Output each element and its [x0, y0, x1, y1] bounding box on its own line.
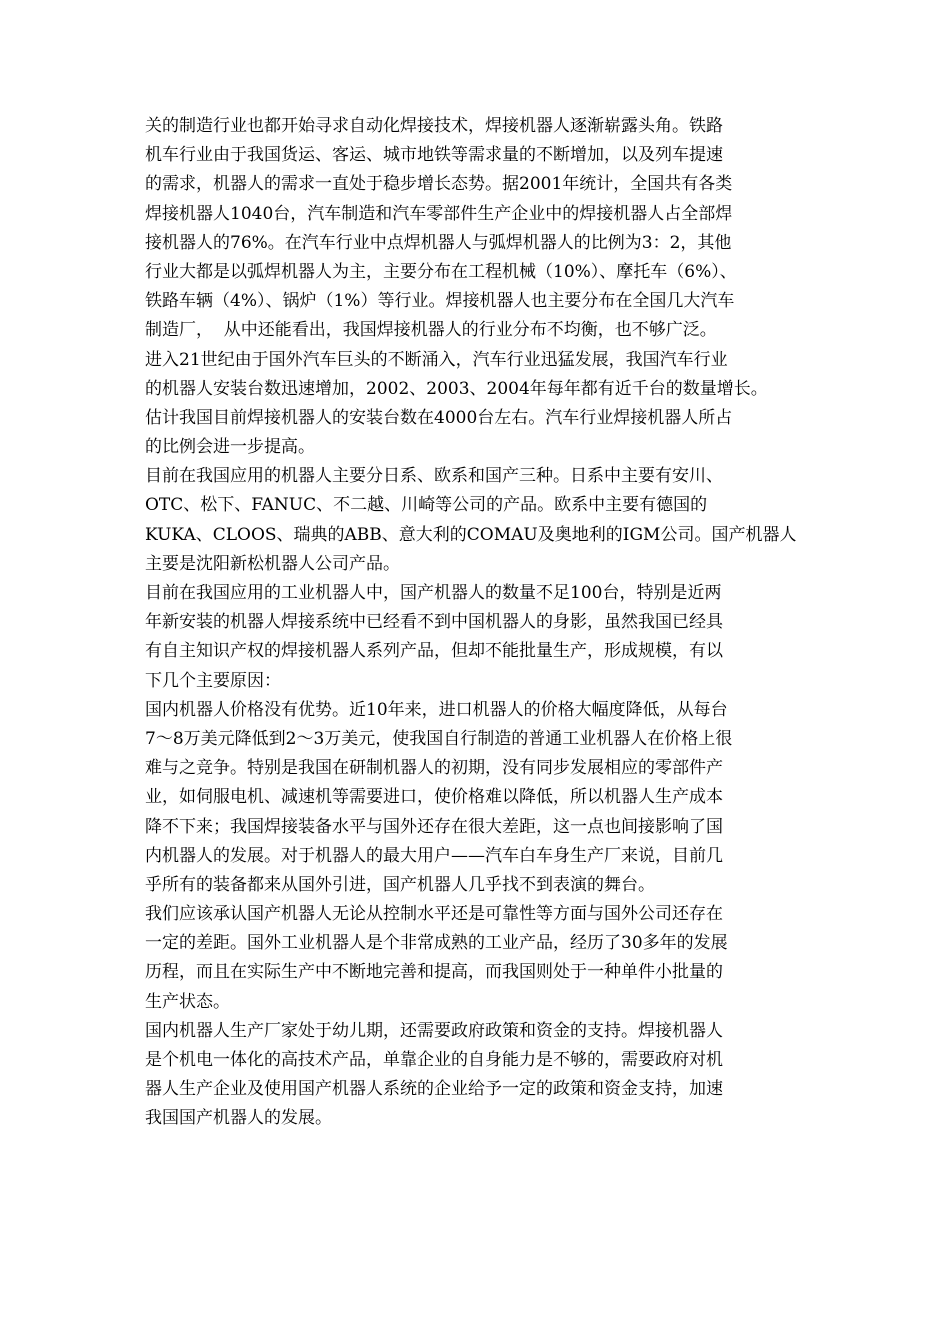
text-line: 目前在我国应用的机器人主要分日系、欧系和国产三种。日系中主要有安川、 — [145, 466, 723, 487]
text-line: 行业大都是以弧焊机器人为主，主要分布在工程机械（10%）、摩托车（6%）、 — [145, 261, 737, 282]
text-line: 主要是沈阳新松机器人公司产品。 — [145, 553, 400, 574]
text-line: 我们应该承认国产机器人无论从控制水平还是可靠性等方面与国外公司还存在 — [145, 904, 723, 925]
text-line: 我国国产机器人的发展。 — [145, 1108, 332, 1129]
text-line: 生产状态。 — [145, 991, 230, 1012]
text-line: 年新安装的机器人焊接系统中已经看不到中国机器人的身影，虽然我国已经具 — [145, 612, 723, 633]
text-line: 历程，而且在实际生产中不断地完善和提高，而我国则处于一种单件小批量的 — [145, 962, 723, 983]
text-line: OTC、松下、FANUC、不二越、川崎等公司的产品。欧系中主要有德国的 — [145, 495, 708, 516]
text-line: 的比例会进一步提高。 — [145, 437, 315, 458]
text-line: 制造厂， 从中还能看出，我国焊接机器人的行业分布不均衡，也不够广泛。 — [145, 320, 717, 341]
text-line: 7～8万美元降低到2～3万美元，使我国自行制造的普通工业机器人在价格上很 — [145, 728, 733, 749]
text-line: 乎所有的装备都来从国外引进，国产机器人几乎找不到表演的舞台。 — [145, 874, 655, 895]
text-line: KUKA、CLOOS、瑞典的ABB、意大利的COMAU及奥地利的IGM公司。国产机器人 — [145, 524, 797, 545]
text-line: 目前在我国应用的工业机器人中，国产机器人的数量不足100台，特别是近两 — [145, 583, 722, 603]
text-line: 内机器人的发展。对于机器人的最大用户——汽车白车身生产厂来说，目前几 — [145, 845, 723, 866]
text-line: 降不下来；我国焊接装备水平与国外还存在很大差距，这一点也间接影响了国 — [145, 816, 723, 837]
text-line: 铁路车辆（4%）、锅炉（1%）等行业。焊接机器人也主要分布在全国几大汽车 — [145, 291, 735, 312]
text-line: 器人生产企业及使用国产机器人系统的企业给予一定的政策和资金支持，加速 — [145, 1079, 723, 1100]
text-line: 焊接机器人1040台，汽车制造和汽车零部件生产企业中的焊接机器人占全部焊 — [145, 203, 733, 224]
text-line: 关的制造行业也都开始寻求自动化焊接技术，焊接机器人逐渐崭露头角。铁路 — [145, 116, 723, 136]
text-line: 接机器人的76%。在汽车行业中点焊机器人与弧焊机器人的比例为3：2，其他 — [145, 232, 732, 253]
text-line: 进入21世纪由于国外汽车巨头的不断涌入，汽车行业迅猛发展，我国汽车行业 — [145, 349, 728, 370]
text-line: 是个机电一体化的高技术产品，单靠企业的自身能力是不够的，需要政府对机 — [145, 1050, 723, 1070]
document-body — [145, 112, 805, 1134]
text-line: 难与之竞争。特别是我国在研制机器人的初期，没有同步发展相应的零部件产 — [145, 758, 723, 779]
text-line: 机车行业由于我国货运、客运、城市地铁等需求量的不断增加，以及列车提速 — [145, 145, 723, 166]
text-line: 一定的差距。国外工业机器人是个非常成熟的工业产品，经历了30多年的发展 — [145, 933, 728, 954]
text-line: 国内机器人价格没有优势。近10年来，进口机器人的价格大幅度降低，从每台 — [145, 699, 728, 720]
text-line: 估计我国目前焊接机器人的安装台数在4000台左右。汽车行业焊接机器人所占 — [145, 407, 733, 428]
text-line: 的需求，机器人的需求一直处于稳步增长态势。据2001年统计，全国共有各类 — [145, 174, 733, 195]
text-line: 国内机器人生产厂家处于幼儿期，还需要政府政策和资金的支持。焊接机器人 — [145, 1020, 723, 1041]
text-line: 下几个主要原因： — [145, 670, 281, 691]
text-line: 的机器人安装台数迅速增加，2002、2003、2004年每年都有近千台的数量增长。 — [145, 378, 768, 399]
text-line: 有自主知识产权的焊接机器人系列产品，但却不能批量生产，形成规模，有以 — [145, 641, 723, 662]
text-line: 业，如伺服电机、减速机等需要进口，使价格难以降低，所以机器人生产成本 — [145, 787, 723, 808]
